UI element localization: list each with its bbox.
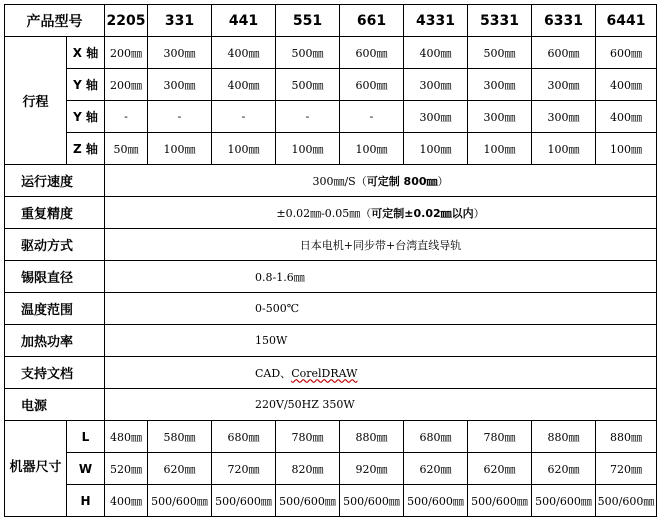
spec-value [105,261,657,293]
travel-value: 600㎜ [532,37,596,69]
travel-row [5,101,657,133]
dimension-value: 620㎜ [532,453,596,485]
dimension-value: 500/600㎜ [596,485,657,517]
spec-row [5,357,657,389]
travel-value: 200㎜ [105,69,148,101]
model-header-cell: 441 [212,5,276,37]
spec-value-text: ±0.02㎜-0.05㎜（ [276,206,372,220]
dimension-value: 500/600㎜ [468,485,532,517]
dimension-axis-label: H [67,485,105,517]
travel-value: 100㎜ [468,133,532,165]
dimension-value: 580㎜ [148,421,212,453]
travel-value: 600㎜ [340,37,404,69]
dimension-value: 500/600㎜ [532,485,596,517]
axis-label: Y 轴 [67,69,105,101]
travel-value: - [340,101,404,133]
spec-value-text: 0-500℃ [255,302,300,315]
dimension-value: 680㎜ [404,421,468,453]
model-header-cell: 5331 [468,5,532,37]
spec-label: 驱动方式 [5,229,105,261]
travel-label: 行程 [5,37,67,165]
spec-value-text: 220V/50HZ 350W [255,398,355,411]
spec-row [5,261,657,293]
travel-value: 400㎜ [212,37,276,69]
spec-label: 电源 [5,389,105,421]
model-header-cell: 331 [148,5,212,37]
spec-value [105,325,657,357]
travel-value: 500㎜ [468,37,532,69]
travel-value: 300㎜ [148,37,212,69]
travel-value: 400㎜ [404,37,468,69]
travel-value: 200㎜ [105,37,148,69]
spec-row [5,165,657,197]
dimension-value: 620㎜ [468,453,532,485]
model-header-cell: 4331 [404,5,468,37]
spec-value-software: CorelDRAW [291,366,358,380]
travel-value: 600㎜ [340,69,404,101]
travel-value: 300㎜ [404,69,468,101]
travel-value: 50㎜ [105,133,148,165]
dimension-value: 620㎜ [148,453,212,485]
model-header-cell: 6441 [596,5,657,37]
spec-value-tail: ） [437,174,449,188]
dimension-value: 500/600㎜ [340,485,404,517]
spec-value-text: 300㎜/S（ [312,174,367,188]
dimension-row [5,485,657,517]
spec-value-custom: 可定制 800㎜ [366,174,438,188]
travel-value: 300㎜ [532,101,596,133]
travel-row [5,69,657,101]
travel-value: 100㎜ [148,133,212,165]
dimension-value: 500/600㎜ [276,485,340,517]
travel-value: 100㎜ [404,133,468,165]
model-header-cell: 2205 [105,5,148,37]
model-header-cell: 551 [276,5,340,37]
dimension-value: 520㎜ [105,453,148,485]
travel-value: - [276,101,340,133]
travel-row [5,133,657,165]
spec-value-text: 日本电机+同步带+台湾直线导轨 [299,238,462,252]
spec-label: 支持文档 [5,357,105,389]
dimension-value: 620㎜ [404,453,468,485]
dimension-value: 880㎜ [532,421,596,453]
travel-value: 300㎜ [468,69,532,101]
dimension-value: 720㎜ [596,453,657,485]
spec-row [5,325,657,357]
dimension-value: 780㎜ [276,421,340,453]
spec-row [5,389,657,421]
travel-row [5,37,657,69]
spec-value [105,389,657,421]
dimension-row [5,453,657,485]
travel-value: 500㎜ [276,37,340,69]
dimension-label: 机器尺寸 [5,421,67,517]
travel-value: - [148,101,212,133]
spec-table [4,4,657,517]
travel-value: 100㎜ [340,133,404,165]
travel-value: 300㎜ [404,101,468,133]
dimension-value: 500/600㎜ [212,485,276,517]
dimension-row [5,421,657,453]
spec-label: 重复精度 [5,197,105,229]
travel-value: 300㎜ [468,101,532,133]
dimension-value: 500/600㎜ [404,485,468,517]
spec-value [105,357,657,389]
spec-value-custom: 可定制±0.02㎜以内 [371,206,474,220]
spec-label: 锡限直径 [5,261,105,293]
spec-value-text: 0.8-1.6㎜ [255,270,305,284]
spec-value [105,229,657,261]
spec-value [105,293,657,325]
travel-value: 100㎜ [276,133,340,165]
model-header-label: 产品型号 [5,5,105,37]
model-header-cell: 661 [340,5,404,37]
header-row [5,5,657,37]
dimension-value: 400㎜ [105,485,148,517]
spec-row [5,293,657,325]
spec-label: 加热功率 [5,325,105,357]
travel-value: 100㎜ [596,133,657,165]
dimension-axis-label: W [67,453,105,485]
spec-row [5,197,657,229]
travel-value: 300㎜ [532,69,596,101]
axis-label: Z 轴 [67,133,105,165]
travel-value: 600㎜ [596,37,657,69]
axis-label: Y 轴 [67,101,105,133]
spec-value [105,197,657,229]
spec-value-text: CAD、 [255,366,292,380]
dimension-value: 920㎜ [340,453,404,485]
travel-value: 100㎜ [532,133,596,165]
model-header-cell: 6331 [532,5,596,37]
axis-label: X 轴 [67,37,105,69]
spec-label: 温度范围 [5,293,105,325]
travel-value: 400㎜ [212,69,276,101]
spec-row [5,229,657,261]
dimension-value: 680㎜ [212,421,276,453]
dimension-value: 880㎜ [340,421,404,453]
travel-value: - [105,101,148,133]
dimension-value: 720㎜ [212,453,276,485]
travel-value: 400㎜ [596,101,657,133]
spec-value-text: 150W [255,334,288,347]
travel-value: 300㎜ [148,69,212,101]
dimension-value: 480㎜ [105,421,148,453]
dimension-value: 500/600㎜ [148,485,212,517]
travel-value: 400㎜ [596,69,657,101]
travel-value: 100㎜ [212,133,276,165]
dimension-value: 780㎜ [468,421,532,453]
travel-value: 500㎜ [276,69,340,101]
spec-value-tail: ） [473,206,485,220]
dimension-axis-label: L [67,421,105,453]
travel-value: - [212,101,276,133]
dimension-value: 880㎜ [596,421,657,453]
spec-value [105,165,657,197]
dimension-value: 820㎜ [276,453,340,485]
spec-label: 运行速度 [5,165,105,197]
